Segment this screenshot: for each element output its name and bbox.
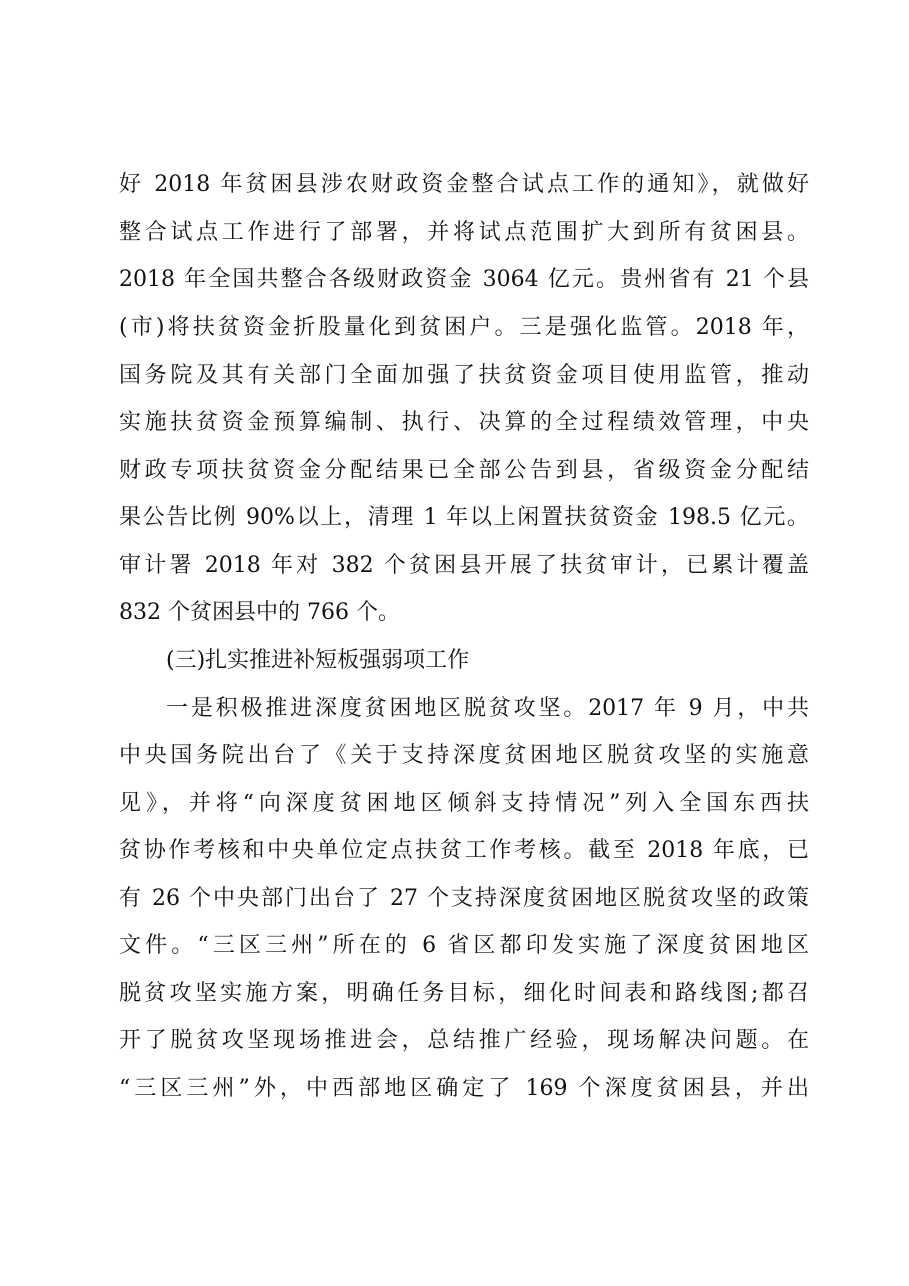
text-line: 实施扶贫资金预算编制、执行、决算的全过程绩效管理，中央 — [119, 410, 809, 435]
text-line: 财政专项扶贫资金分配结果已全部公告到县，省级资金分配结 — [119, 458, 809, 483]
text-line: 开了脱贫攻坚现场推进会，总结推广经验，现场解决问题。在 — [119, 1028, 809, 1053]
text-line: 2018 年全国共整合各级财政资金 3064 亿元。贵州省有 21 个县 — [119, 267, 809, 292]
section-heading: (三)扎实推进补短板强弱项工作 — [166, 648, 470, 673]
text-line: 文件。“三区三州”所在的 6 省区都印发实施了深度贫困地区 — [119, 933, 809, 958]
text-line: 国务院及其有关部门全面加强了扶贫资金项目使用监管，推动 — [119, 363, 809, 388]
text-line: 见》，并将“向深度贫困地区倾斜支持情况”列入全国东西扶 — [119, 791, 809, 816]
text-line: 一是积极推进深度贫困地区脱贫攻坚。2017 年 9 月，中共 — [166, 696, 809, 721]
text-line: 贫协作考核和中央单位定点扶贫工作考核。截至 2018 年底，已 — [119, 838, 809, 863]
text-line: 好 2018 年贫困县涉农财政资金整合试点工作的通知》，就做好 — [119, 172, 809, 197]
text-line: 整合试点工作进行了部署，并将试点范围扩大到所有贫困县。 — [119, 220, 809, 245]
text-line: “三区三州”外，中西部地区确定了 169 个深度贫困县，并出 — [119, 1076, 809, 1101]
text-line: 果公告比例 90%以上，清理 1 年以上闲置扶贫资金 198.5 亿元。 — [119, 505, 809, 530]
text-line: 有 26 个中央部门出台了 27 个支持深度贫困地区脱贫攻坚的政策 — [119, 886, 809, 911]
text-line: 832 个贫困县中的 766 个。 — [119, 600, 400, 625]
text-line: (市)将扶贫资金折股量化到贫困户。三是强化监管。2018 年， — [119, 315, 809, 340]
text-line: 脱贫攻坚实施方案，明确任务目标，细化时间表和路线图;都召 — [119, 981, 809, 1006]
text-line: 审计署 2018 年对 382 个贫困县开展了扶贫审计，已累计覆盖 — [119, 553, 809, 578]
text-line: 中央国务院出台了《关于支持深度贫困地区脱贫攻坚的实施意 — [119, 743, 809, 768]
